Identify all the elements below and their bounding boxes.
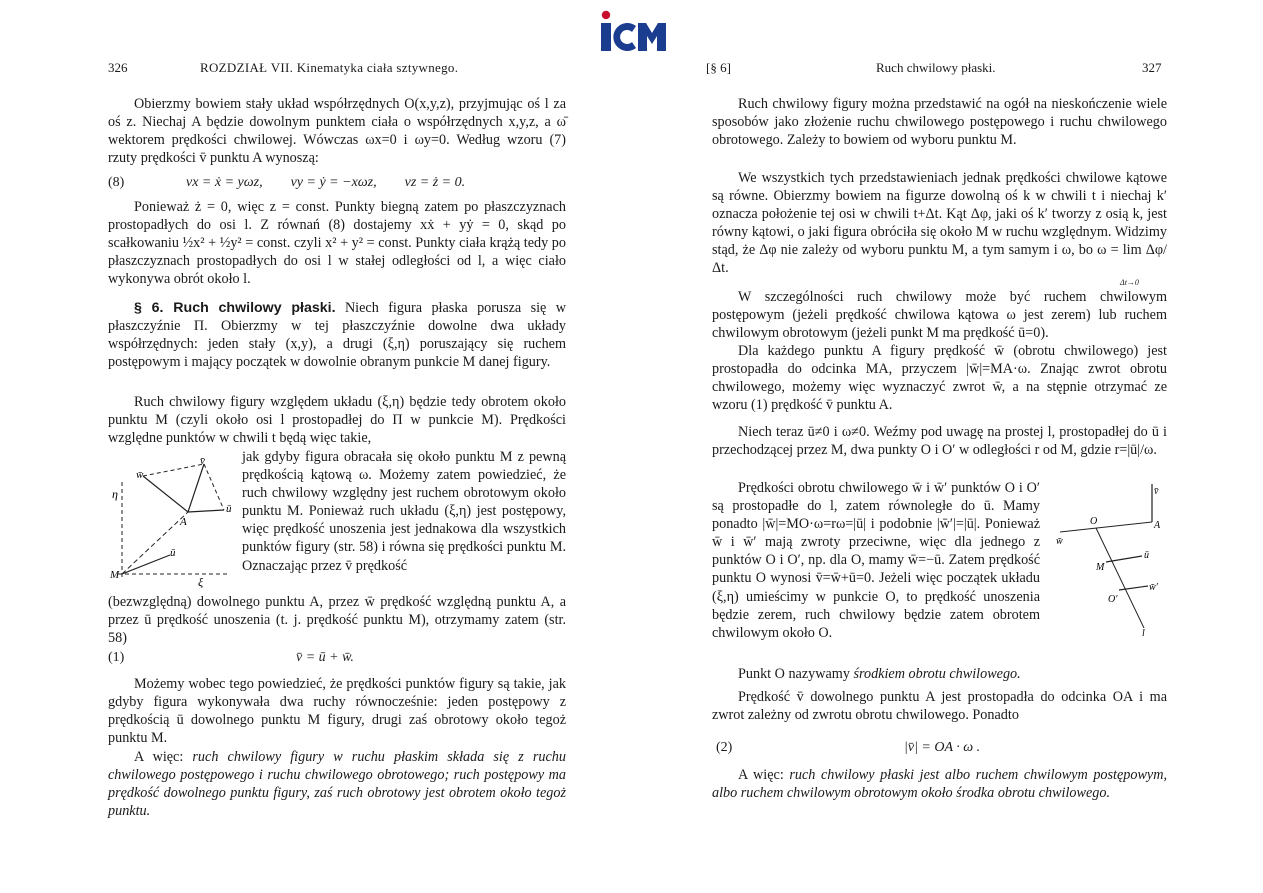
paragraph-r5: Niech teraz ū≠0 i ω≠0. Weźmy pod uwagę na prostej l, prostopadłej do ū i przechodzącej przez M, dwa punkty O i O′ w odległości r od M, gdzie r=|ū|/ω. [712, 424, 1167, 459]
right-page [632, 0, 1263, 893]
fig-label-eta: η [112, 487, 118, 501]
fig-r-label-v: v̄ [1154, 486, 1159, 497]
fig-r-label-O: O [1090, 516, 1098, 527]
lim-subscript: Δt→0 [1120, 278, 1139, 287]
conclusion-italic-right: ruch chwilowy płaski jest albo ruchem chwilowym postępowym, albo ruchem chwilowym obrotowym około środka obrotu chwilowego. [712, 767, 1168, 802]
fig-label-w: w̄ [136, 469, 144, 481]
equation-2: |v̄| = OA · ω . [904, 740, 981, 755]
conclusion-lead-right: A więc: [738, 767, 790, 783]
paragraph-r8: Prędkość v̄ dowolnego punktu A jest prostopadła do odcinka OA i ma zwrot zależny od zwrotu obrotu chwilowego. Ponadto [712, 689, 1167, 724]
running-head-left: ROZDZIAŁ VII. Kinematyka ciała sztywnego. [200, 60, 459, 75]
paragraph-5: Możemy wobec tego powiedzieć, że prędkości punktów figury są takie, jak gdyby figura wykonywała dwa ruchy równocześnie: jeden postępowy z prędkością ū dowolnego punktu M figury, drugi zaś obrotowy około tegoż punktu M. [108, 676, 566, 747]
section-6-text: Niech figura płaska porusza się w płaszczyźnie Π. Obierzmy w tej płaszczyźnie dowolne dwa układy współrzędnych: jeden stały (x,y), a drugi (ξ,η) poruszający się ruchem postępowym i mający początek w dowolnie obranym punkcie M danej figury. [108, 300, 566, 371]
paragraph-4-wrap: jak gdyby figura obracała się około punktu M z pewną prędkością kątową ω. Możemy zatem powiedzieć, że ruch chwilowy względny jest ruchem obrotowym około punktu M. Ponieważ ruch układu (ξ,η) jest postępowy, więc prędkość unoszenia jest jednakowa dla wszystkich punktów figury (str. 58) i równa się prędkości punktu M. Oznaczając przez v̄ prędkość [242, 449, 566, 574]
fig-r-label-w: w̄ [1056, 536, 1063, 547]
section-ref: [§ 6] [706, 60, 731, 75]
fig-r-label-w2: w̄′ [1149, 582, 1158, 593]
page-number-left: 326 [108, 60, 128, 75]
paragraph-4-bottom: (bezwzględną) dowolnego punktu A, przez w̄ prędkość względną punktu A, a przez ū prędkość unoszenia (t. j. prędkość punktu M), otrzymamy zatem (str. 58) [108, 594, 566, 647]
center-definition-term: środkiem obrotu chwilowego. [853, 666, 1021, 682]
section-6-paragraph [108, 299, 566, 371]
left-page [0, 0, 630, 893]
running-head-right: Ruch chwilowy płaski. [876, 60, 996, 75]
fig-label-v: v̄ [200, 455, 205, 467]
page-number-right: 327 [1142, 60, 1162, 75]
fig-r-label-M: M [1096, 562, 1105, 573]
paragraph-1: Obierzmy bowiem stały układ współrzędnych O(x,y,z), przyjmując oś l za oś z. Niechaj A będzie dowolnym punktem ciała o współrzędnych x,y,z, a ω̄ wektorem prędkości chwilowej. Wówczas ωx=0 i ωy=0. Według wzoru (7) rzuty prędkości v̄ punktu A wynoszą: [108, 96, 566, 167]
paragraph-r1: Ruch chwilowy figury można przedstawić na ogół na nieskończenie wiele sposobów jako złożenie ruchu chwilowego postępowego i ruchu chwilowego obrotowego. Zależy to bowiem od wyboru punktu M. [712, 96, 1167, 149]
fig-r-label-O2: O′ [1108, 594, 1118, 605]
fig-r-label-u: ū [1144, 550, 1149, 561]
paragraph-r4: Dla każdego punktu A figury prędkość w̄ (obrotu chwilowego) jest prostopadła do odcinka MA, przyczem |w̄|=MA·ω. Znając zwrot obrotu chwilowego, możemy więc wyznaczyć zwrot w̄, a na stępnie otrzymać ze wzoru (1) prędkość v̄ punktu A. [712, 343, 1167, 414]
equation-2-number: (2) [716, 740, 733, 755]
figure-instantaneous-center [1052, 478, 1172, 640]
section-title: § 6. Ruch chwilowy płaski. [134, 300, 336, 316]
fig-label-M: M [110, 569, 120, 581]
equation-8: vx = ẋ = yωz, vy = ẏ = −xωz, vz = ż = 0. [186, 175, 466, 190]
center-definition-lead: Punkt O nazywamy [738, 666, 854, 682]
paragraph-r2: We wszystkich tych przedstawieniach jednak prędkości chwilowe kątowe są równe. Obierzmy bowiem na figurze dowolną oś k w chwili t i niechaj k′ oznacza położenie tej osi w chwili t+Δt. Kąt Δφ, jaki oś k′ tworzy z osią k, jest równy kątowi, o jaki figura obróciła się około M w ruchu względnym. Widzimy stąd, że Δφ nie zależy od wyboru punktu M, a tym samym i ω, bo ω = lim Δφ/Δt. [712, 170, 1167, 277]
fig-label-u2: ū [170, 547, 176, 559]
fig-r-label-l: l [1142, 628, 1145, 639]
fig-label-A: A [180, 516, 187, 528]
conclusion-paragraph-right [712, 766, 1167, 802]
paragraph-r7 [712, 665, 1167, 683]
equation-8-number: (8) [108, 175, 125, 190]
figure-relative-motion [108, 452, 240, 588]
fig-r-label-A: A [1154, 520, 1161, 531]
conclusion-paragraph-left [108, 748, 566, 820]
paragraph-2: Ponieważ ż = 0, więc z = const. Punkty biegną zatem po płaszczyznach prostopadłych do osi l. Z równań (8) dostajemy xẋ + yẏ = 0, skąd po scałkowaniu ½x² + ½y² = const. czyli x² + y² = const. Punkty ciała krążą tedy po płaszczyznach prostopadłych do osi l w stałej odległości od l, a więc ciało wykonywa obrót około l. [108, 199, 566, 288]
equation-1: v̄ = ū + w̄. [296, 650, 354, 665]
equation-1-number: (1) [108, 650, 125, 665]
fig-label-xi: ξ [198, 575, 204, 588]
conclusion-italic-left: ruch chwilowy figury w ruchu płaskim składa się z ruchu chwilowego postępowego i ruchu chwilowego obrotowego; ruch postępowy ma prędkość dowolnego punktu figury, zaś ruch obrotowy jest obrotem około tegoż punktu. [108, 749, 566, 820]
fig-label-u: ū [226, 503, 232, 515]
paragraph-4-top: Ruch chwilowy figury względem układu (ξ,η) będzie tedy obrotem około punktu M (czyli około osi l prostopadłej do Π w punkcie M). Prędkości względne punktów w chwili t będą więc takie, [108, 394, 566, 447]
paragraph-r6: Prędkości obrotu chwilowego w̄ i w̄′ punktów O i O′ są prostopadłe do l, zatem równoległe do ū. Mamy ponadto |w̄|=MO·ω=rω=|ū| i podobnie |w̄′|=|ū|. Ponieważ w̄ i w̄′ mają zwroty przeciwne, więc dla jednego z punktów O i O′, np. dla O, mamy w̄=−ū. Zatem prędkość punktu O wynosi v̄=w̄+ū=0. Jeżeli więc początek układu (ξ,η) umieścimy w punkcie O, to prędkość unoszenia będzie zerem, ruch chwilowy będzie zatem obrotem chwilowym około O. [712, 480, 1040, 641]
paragraph-r3: W szczególności ruch chwilowy może być ruchem chwilowym postępowym (jeżeli prędkość chwilowa kątowa ω jest zerem) lub ruchem chwilowym obrotowym (jeżeli punkt M ma prędkość ū=0). [712, 289, 1167, 342]
conclusion-lead-left: A więc: [134, 749, 193, 765]
